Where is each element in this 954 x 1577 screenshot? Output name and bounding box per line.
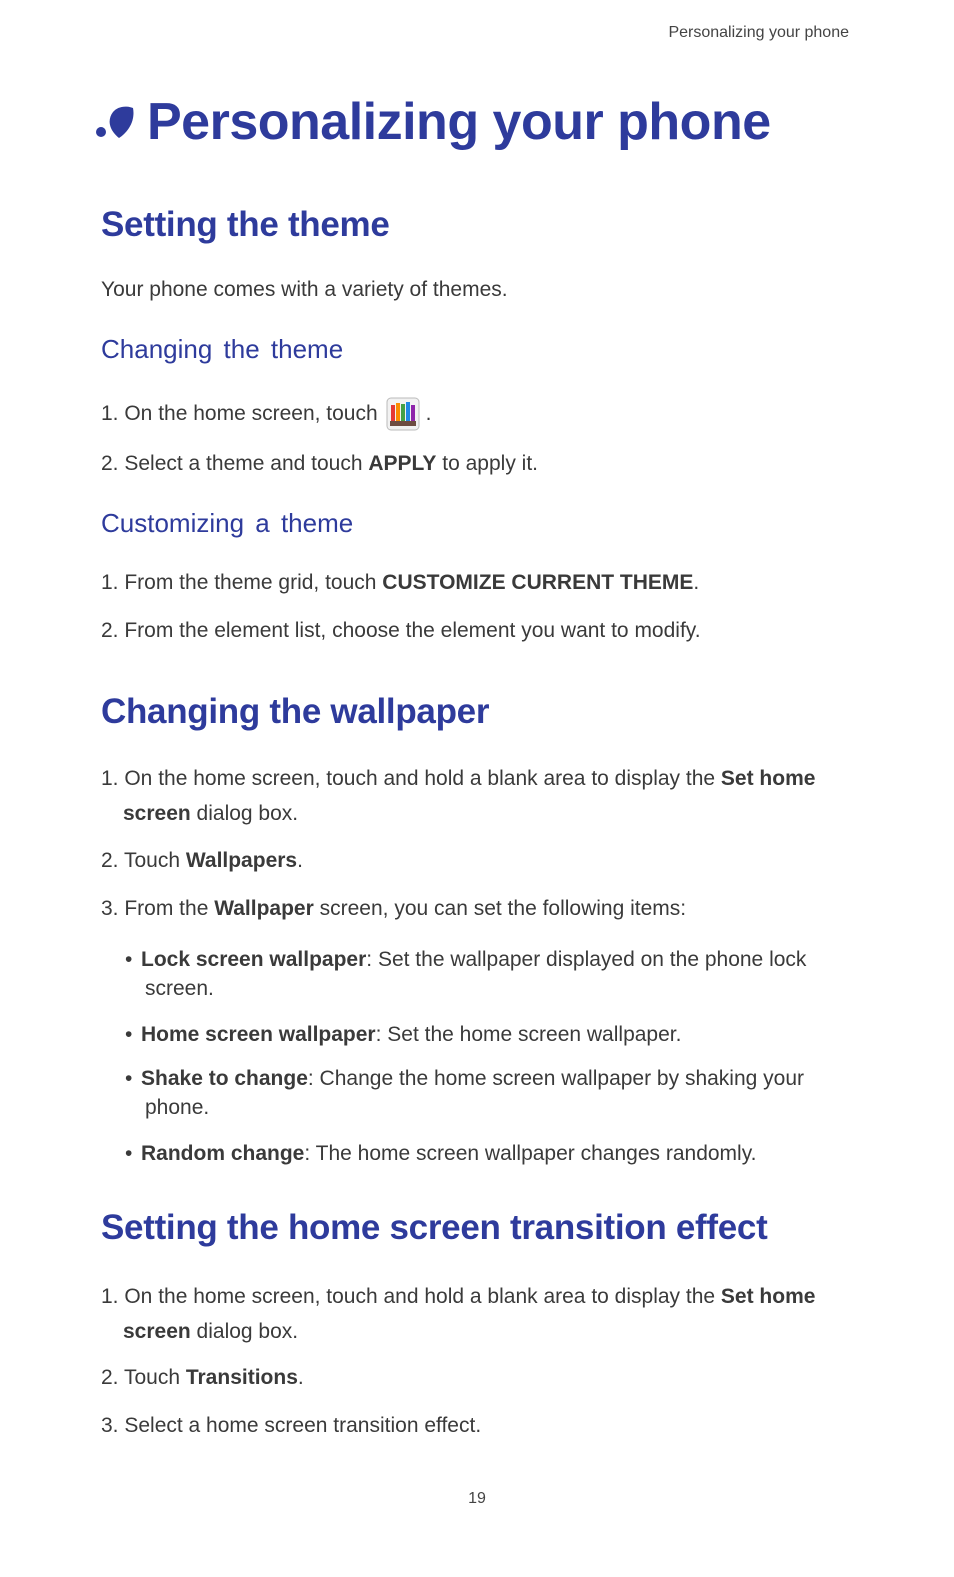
step-text: . bbox=[297, 1366, 304, 1389]
screen-label: screen bbox=[123, 1320, 191, 1343]
option-text-cont: phone. bbox=[145, 1096, 210, 1119]
step-text: 1. From the theme grid, touch bbox=[101, 571, 383, 594]
step-text: dialog box. bbox=[190, 802, 299, 825]
step-text: 2. Select a theme and touch bbox=[101, 452, 369, 475]
bullet-dot: • bbox=[125, 1023, 133, 1046]
screen-label: screen bbox=[123, 802, 191, 825]
page-number: 19 bbox=[468, 1490, 486, 1507]
chapter-title bbox=[95, 92, 771, 152]
transition-step-1 bbox=[101, 1279, 854, 1349]
section-heading-theme: Setting the theme bbox=[101, 205, 390, 244]
step-text: . bbox=[297, 849, 303, 872]
option-label: Home screen wallpaper bbox=[141, 1023, 376, 1046]
wallpaper-step-3 bbox=[101, 891, 854, 926]
bullet-dot: • bbox=[125, 1142, 133, 1165]
apply-label: APPLY bbox=[368, 452, 437, 475]
option-text: : Set the home screen wallpaper. bbox=[375, 1023, 682, 1046]
step-text: 2. Touch bbox=[101, 849, 186, 872]
section-heading-transition: Setting the home screen transition effect bbox=[101, 1208, 768, 1247]
wallpaper-option-shake-to-change bbox=[101, 1064, 854, 1122]
wallpaper-option-lock-screen bbox=[101, 945, 854, 1003]
wallpapers-label: Wallpapers bbox=[185, 849, 298, 872]
option-text-cont: screen. bbox=[145, 977, 214, 1000]
chapter-title-text: Personalizing your phone bbox=[147, 93, 771, 151]
step-text: dialog box. bbox=[190, 1320, 299, 1343]
themes-app-icon bbox=[386, 397, 420, 431]
transition-step-2 bbox=[101, 1360, 854, 1395]
step-text: 3. From the bbox=[101, 897, 215, 920]
option-label: Shake to change bbox=[141, 1067, 308, 1090]
option-text: : The home screen wallpaper changes randomly. bbox=[304, 1142, 757, 1165]
running-header: Personalizing your phone bbox=[668, 24, 849, 41]
wallpaper-option-home-screen bbox=[101, 1020, 854, 1049]
customize-current-theme-label: CUSTOMIZE CURRENT THEME bbox=[382, 571, 694, 594]
wallpaper-step-2 bbox=[101, 843, 854, 878]
subsection-heading-changing-theme: Changing the theme bbox=[101, 334, 344, 364]
set-home-label: Set home bbox=[720, 767, 816, 790]
theme-intro: Your phone comes with a variety of themes. bbox=[101, 278, 508, 301]
changing-theme-step-2 bbox=[101, 446, 854, 481]
subsection-heading-customizing-theme: Customizing a theme bbox=[101, 508, 354, 538]
customizing-theme-step-2: 2. From the element list, choose the element you want to modify. bbox=[101, 619, 701, 642]
step-text: . bbox=[693, 571, 700, 594]
section-heading-wallpaper: Changing the wallpaper bbox=[101, 692, 490, 731]
step-text: 1. On the home screen, touch bbox=[101, 402, 378, 425]
step-text: . bbox=[425, 402, 432, 425]
bullet-dot: • bbox=[125, 948, 133, 971]
step-text: 2. Touch bbox=[101, 1366, 186, 1389]
step-text: to apply it. bbox=[436, 452, 538, 475]
option-label: Random change bbox=[141, 1142, 305, 1165]
transition-step-3: 3. Select a home screen transition effect. bbox=[101, 1414, 482, 1437]
transitions-label: Transitions bbox=[185, 1366, 298, 1389]
option-label: Lock screen wallpaper bbox=[141, 948, 367, 971]
step-text: 1. On the home screen, touch and hold a blank area to display the bbox=[101, 767, 721, 790]
wallpaper-option-random-change bbox=[101, 1139, 854, 1168]
wallpaper-label: Wallpaper bbox=[214, 897, 314, 920]
chapter-bullet-icon bbox=[95, 102, 137, 142]
customizing-theme-step-1 bbox=[101, 565, 854, 600]
changing-theme-step-1 bbox=[101, 396, 854, 431]
option-text: : Change the home screen wallpaper by shaking your bbox=[307, 1067, 805, 1090]
bullet-dot: • bbox=[125, 1067, 133, 1090]
wallpaper-step-1 bbox=[101, 761, 854, 831]
option-text: : Set the wallpaper displayed on the phone lock bbox=[366, 948, 807, 971]
step-text: 1. On the home screen, touch and hold a blank area to display the bbox=[101, 1285, 721, 1308]
step-text: screen, you can set the following items: bbox=[313, 897, 687, 920]
set-home-label: Set home bbox=[720, 1285, 816, 1308]
